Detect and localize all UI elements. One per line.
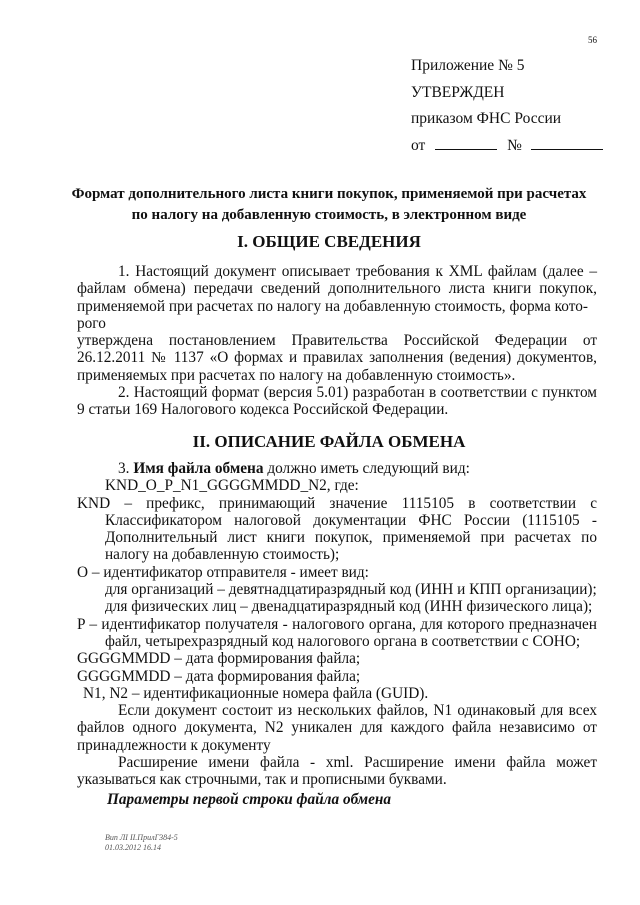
approved-label: УТВЕРЖДЕН xyxy=(411,83,505,101)
first-line-params-heading: Параметры первой строки файла обмена xyxy=(107,790,392,808)
paragraph-3-number: 3. xyxy=(118,460,130,477)
date-definition-1: GGGGMMDD – дата формирования файла; xyxy=(77,650,361,668)
paragraph-3 xyxy=(77,460,597,477)
document-title: Формат дополнительного листа книги покупок, применяемой при расчетах по налогу на добавленную стоимость, в электронном виде xyxy=(71,186,587,223)
sender-org: для организаций – девятнадцатиразрядный код (ИНН и КПП организации); xyxy=(105,581,597,599)
section-2-heading: II. ОПИСАНИЕ ФАЙЛА ОБМЕНА xyxy=(192,432,466,451)
extension-note: Расширение имени файла - xml. Расширение имени файла может указываться как строчными, так и прописными буквами. xyxy=(77,754,597,789)
appendix-label: Приложение № 5 xyxy=(411,57,525,74)
footer-timestamp: 01.03.2012 16.14 xyxy=(105,843,161,852)
multi-file-note: Если документ состоит из нескольких файлов, N1 одинаковый для всех файлов одного документа, N2 уникален для каждого файла независимо от принадлежности к документу xyxy=(77,702,597,754)
page-number: 56 xyxy=(588,35,597,45)
date-blank xyxy=(435,136,497,150)
approval-block xyxy=(411,53,603,159)
order-date-line xyxy=(411,133,603,160)
paragraph-1-cont: утверждена постановлением Правительства Российской Федерации от 26.12.2011 № 1137 «О формах и правилах заполнения (ведения) документов, применяемых при расчетах по налогу на добавленную стоимость». xyxy=(77,332,597,384)
paragraph-1-wrap: рого xyxy=(77,314,106,332)
footer-stamp xyxy=(105,833,178,853)
section-2-body xyxy=(77,460,597,808)
section-1-heading: I. ОБЩИЕ СВЕДЕНИЯ xyxy=(237,232,421,251)
paragraph-3-text: должно иметь следующий вид: xyxy=(267,460,470,477)
sender-individual: для физических лиц – двенадцатиразрядный код (ИНН физического лица); xyxy=(105,598,593,616)
file-name-term: Имя файла обмена xyxy=(133,460,264,477)
knd-definition: KND – префикс, принимающий значение 1115105 в соответствии с Классификатором налоговой документации ФНС России (1115105 - Дополнительный лист книги покупок, применяемой при расчетах по налогу на добавленную стоимость); xyxy=(77,494,597,564)
number-blank xyxy=(531,136,603,150)
guid-definition: N1, N2 – идентификационные номера файла (GUID). xyxy=(83,684,429,702)
recipient-definition: P – идентификатор получателя - налогового органа, для которого предназначен файл, четырехразрядный код налогового органа в соответствии с СОНО; xyxy=(77,615,597,650)
sender-definition: O – идентификатор отправителя - имеет вид: xyxy=(77,563,369,581)
number-sign: № xyxy=(507,136,522,154)
file-name-pattern: KND_O_P_N1_GGGGMMDD_N2, где: xyxy=(105,477,359,495)
paragraph-1: 1. Настоящий документ описывает требования к XML файлам (далее – файлам обмена) передачи сведений дополнительного листа книги покупок, применяемой при расчетах по налогу на добавленную стоимость, форма кото- xyxy=(77,263,597,315)
from-label: от xyxy=(411,136,426,154)
section-1-body xyxy=(77,263,597,419)
order-label: приказом ФНС России xyxy=(411,110,562,127)
paragraph-2: 2. Настоящий формат (версия 5.01) разработан в соответствии с пунктом 9 статьи 169 Налогового кодекса Российской Федерации. xyxy=(77,384,597,419)
date-definition-2: GGGGMMDD – дата формирования файла; xyxy=(77,667,361,685)
footer-file-ref: Вип ЛІ II.ПрилГ384-5 xyxy=(105,833,178,842)
